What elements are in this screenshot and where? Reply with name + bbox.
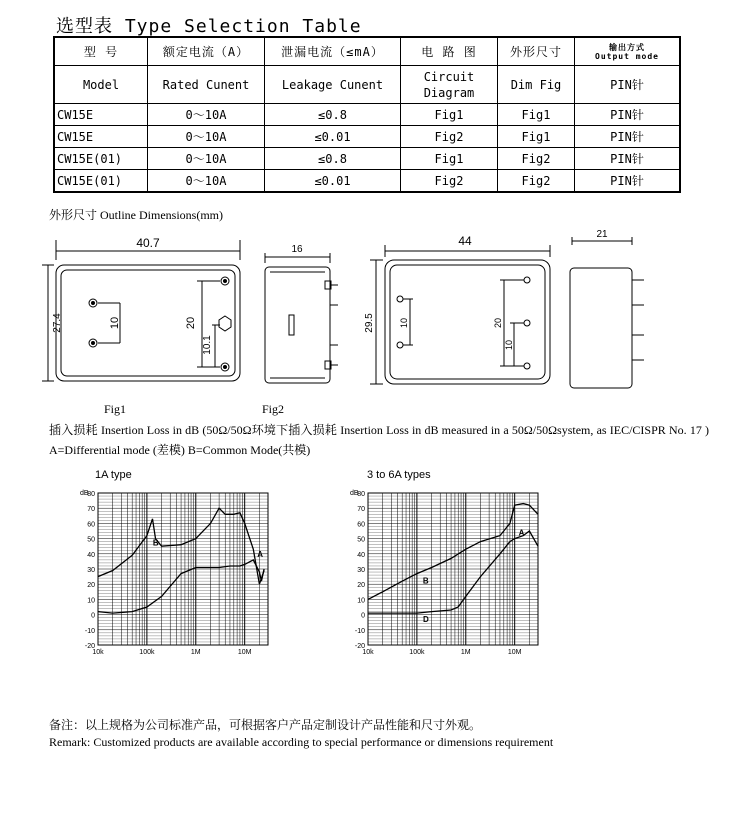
table-header-en: [54, 66, 680, 104]
fig2-pin-spacing-10: 10: [399, 317, 409, 329]
cell-circuit: Fig1: [401, 104, 498, 126]
cell-circuit: Fig2: [401, 126, 498, 148]
fig2-caption: Fig2: [262, 402, 285, 416]
y-tick-label: -20: [84, 643, 95, 650]
x-tick-label: 10k: [362, 649, 374, 656]
y-tick-label: 50: [87, 536, 95, 544]
cell-rated: 0～10A: [148, 126, 265, 148]
y-tick-label: -20: [354, 643, 365, 650]
cell-leakage: ≤0.01: [265, 170, 401, 193]
type-selection-table: [53, 36, 681, 193]
chart1-title: 1A type: [95, 469, 132, 481]
cell-rated: 0～10A: [148, 170, 265, 193]
insertion-loss-description: 插入损耗 Insertion Loss in dB (50Ω/50Ω环境下插入损耗 Insertion Loss in dB measured in a 50Ω/50Ωsystem, as IEC/CISPR No. 17 ) A=Differential mode (差模) B=Common Mode(共模): [49, 423, 709, 457]
x-tick-label: 1M: [190, 649, 201, 656]
fig1-caption: Fig1: [104, 402, 127, 416]
header-output-en: Output mode: [595, 51, 659, 61]
y-tick-label: 10: [357, 597, 365, 605]
y-tick-label: 80: [357, 491, 365, 498]
cell-leakage: ≤0.8: [265, 148, 401, 170]
page-title: 选型表 Type Selection Table: [56, 16, 362, 37]
cell-leakage: ≤0.01: [265, 126, 401, 148]
series-label-a: A: [518, 528, 525, 538]
y-tick-label: 30: [87, 567, 95, 574]
y-tick-label: 30: [357, 567, 365, 574]
y-tick-label: 50: [357, 536, 365, 544]
fig1-pin-spacing-10: 10: [109, 316, 121, 330]
remark-en: Remark: Customized products are available according to special performance or dimensions requirement: [49, 735, 554, 749]
header-rated-en: Rated Cunent: [148, 66, 265, 104]
cell-output: PIN针: [575, 148, 681, 170]
series-label-b: B: [422, 576, 429, 586]
header-rated-cn: 额定电流（A）: [148, 37, 265, 66]
header-model-cn: 型 号: [54, 37, 148, 66]
x-tick-label: 1M: [460, 649, 471, 656]
header-leakage-cn: 泄漏电流（≤mA）: [265, 37, 401, 66]
table-row: [54, 104, 680, 126]
outline-drawings: [40, 225, 660, 405]
header-output: [575, 37, 681, 66]
header-output-cn: 输出方式: [609, 42, 645, 52]
cell-model: CW15E(01): [54, 148, 148, 170]
x-tick-label: 10k: [92, 649, 104, 656]
y-tick-label: 0: [91, 612, 95, 620]
fig1-width-dim: 40.7: [136, 236, 160, 250]
cell-circuit: Fig2: [401, 170, 498, 193]
fig1-side-width-dim: 16: [291, 244, 303, 255]
cell-dim: Fig2: [498, 170, 575, 193]
fig2-pin-spacing-20: 20: [493, 317, 503, 329]
chart-annotation: D: [423, 615, 429, 625]
cell-output: PIN针: [575, 170, 681, 193]
y-tick-label: 40: [87, 551, 95, 559]
y-axis-label: dB: [350, 490, 359, 497]
table-row: [54, 148, 680, 170]
header-dim-cn: 外形尺寸: [498, 37, 575, 66]
y-tick-label: 20: [357, 582, 365, 590]
table-row: [54, 170, 680, 193]
fig1-pin-spacing-101: 10.1: [202, 335, 213, 355]
table-row: [54, 126, 680, 148]
cell-model: CW15E: [54, 104, 148, 126]
cell-dim: Fig2: [498, 148, 575, 170]
header-circuit-en: [401, 66, 498, 104]
outline-dimensions-label: 外形尺寸 Outline Dimensions(mm): [49, 208, 223, 222]
header-leakage-en: Leakage Cunent: [265, 66, 401, 104]
remark-cn: 备注：以上规格为公司标准产品，可根据客户产品定制设计产品性能和尺寸外观。: [49, 718, 482, 732]
x-tick-label: 100k: [139, 649, 155, 656]
cell-model: CW15E: [54, 126, 148, 148]
fig2-pin-spacing-10b: 10: [504, 339, 514, 351]
y-tick-label: 80: [87, 491, 95, 498]
header-pin-en: PIN针: [575, 66, 681, 104]
y-tick-label: 40: [357, 551, 365, 559]
table-header-cn: [54, 37, 680, 66]
header-dim-en: Dim Fig: [498, 66, 575, 104]
chart2-title: 3 to 6A types: [367, 469, 431, 481]
y-tick-label: 20: [87, 582, 95, 590]
chart-3to6a: [340, 485, 560, 665]
x-tick-label: 10M: [237, 649, 252, 656]
x-tick-label: 100k: [409, 649, 425, 656]
cell-dim: Fig1: [498, 104, 575, 126]
y-tick-label: 10: [87, 597, 95, 605]
cell-rated: 0～10A: [148, 148, 265, 170]
series-label-a: A: [257, 549, 264, 559]
y-tick-label: 70: [87, 506, 95, 514]
cell-dim: Fig1: [498, 126, 575, 148]
y-axis-label: dB: [80, 490, 89, 497]
header-model-en: Model: [54, 66, 148, 104]
fig2-side-width-dim: 21: [596, 229, 608, 240]
cell-rated: 0～10A: [148, 104, 265, 126]
y-tick-label: 60: [87, 521, 95, 529]
fig1-pin-spacing-20: 20: [185, 316, 197, 330]
y-tick-label: -10: [84, 627, 95, 635]
y-tick-label: 70: [357, 506, 365, 514]
cell-output: PIN针: [575, 104, 681, 126]
y-tick-label: 0: [361, 612, 365, 620]
y-tick-label: -10: [354, 627, 365, 635]
y-tick-label: 60: [357, 521, 365, 529]
fig2-width-dim: 44: [458, 234, 472, 248]
header-circuit-en-text: Circuit Diagram: [423, 69, 475, 100]
cell-circuit: Fig1: [401, 148, 498, 170]
cell-output: PIN针: [575, 126, 681, 148]
x-tick-label: 10M: [507, 649, 522, 656]
fig2-height-dim: 29.5: [364, 313, 375, 333]
series-label-b: B: [152, 538, 159, 548]
fig1-height-dim: 27.4: [52, 313, 63, 333]
chart-1a: [70, 485, 290, 665]
cell-model: CW15E(01): [54, 170, 148, 193]
cell-leakage: ≤0.8: [265, 104, 401, 126]
header-circuit-cn: 电 路 图: [401, 37, 498, 66]
